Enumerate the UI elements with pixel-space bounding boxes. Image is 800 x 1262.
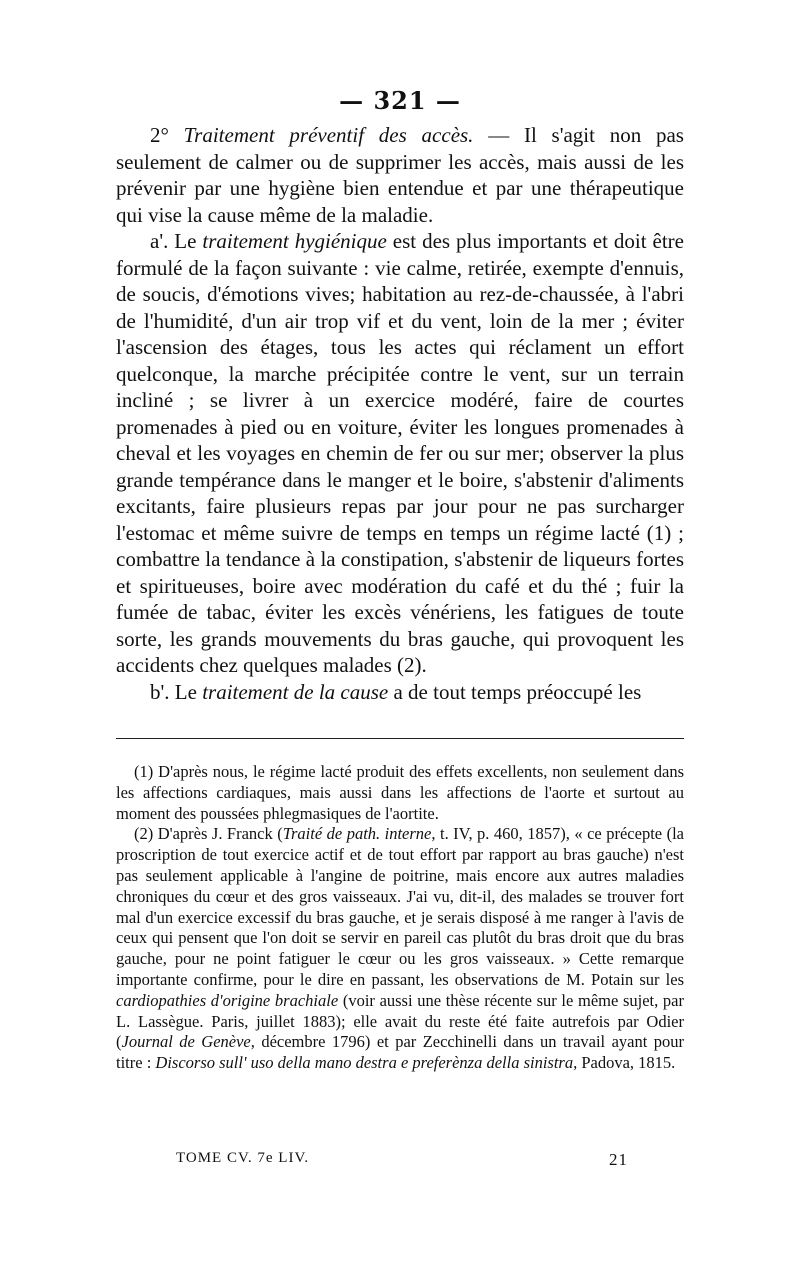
body-text — [116, 122, 684, 705]
paragraph-lead: 2° — [150, 123, 184, 147]
paragraph-lead: b'. Le — [150, 679, 203, 704]
footnote-text: (2) D'après J. Franck ( — [134, 824, 283, 844]
footnote-text: , décembre 1796) et par Zecchinelli dans un travail ayant pour titre : — [116, 1032, 684, 1073]
paragraph-hygienic-treatment — [116, 228, 684, 679]
footnote-text: (1) D'après nous, le régime lacté produit des effets excellents, non seulement dans les affections cardiaques, mais aussi dans les affections de l'aorte et surtout au moment des poussées phlegmasiques de l'aortite. — [116, 762, 684, 823]
footnote-italic-text: Journal de Genève — [121, 1032, 251, 1052]
footnote-text: (voir aussi une thèse récente sur le même sujet, par L. Lassègue. Paris, juillet 1883); elle avait du reste été faite autrefois par Odier ( — [116, 990, 685, 1052]
signature-line — [176, 1150, 628, 1167]
footnote-text: , Padova, 1815. — [573, 1053, 676, 1073]
paragraph-text: a de tout temps préoccupé les — [388, 679, 642, 704]
paragraph-title: traitement hygiénique — [202, 229, 387, 253]
paragraph-text: est des plus importants et doit être formulé de la façon suivante : vie calme, retirée, exempte d'ennuis, de soucis, d'émotions vives; habitation au rez-de-chaussée, à l'abri de l'humidité, d'un air trop vif et du vent, loin de la mer ; éviter l'ascension des étages, tous les actes qui réclament un effort quelconque, la marche précipitée contre le vent, sur un terrain incliné ; se livrer à un exercice modéré, faire de courtes promenades à pied ou en voiture, éviter les longues promenades à cheval et les voyages en chemin de fer ou sur mer; observer la plus grande tempérance dans le manger et le boire, s'abstenir d'aliments excitants, faire plusieurs repas par jour pour ne pas surcharger l'estomac et même suivre de temps en temps un régime lacté (1) ; combattre la tendance à la constipation, s'abstenir de liqueurs fortes et spiritueuses, boire avec modération du café et du thé ; fuir la fumée de tabac, éviter les excès vénériens, les fatigues de toute sorte, les grands mouvements du bras gauche, qui provoquent les accidents chez quelques malades (2). — [116, 229, 684, 677]
paragraph-text: — Il s'agit non pas seulement de calmer ou de supprimer les accès, mais aussi de les prévenir par une hygiène bien entendue et par une thérapeutique qui vise la cause même de la maladie. — [116, 123, 684, 227]
paragraph-title: traitement de la cause — [202, 679, 389, 704]
footnote-italic-text: cardiopathies d'origine brachiale — [116, 990, 339, 1010]
paragraph-title: Traitement préventif des accès. — [183, 123, 474, 147]
footnote-2 — [116, 824, 684, 1074]
footnote-italic-text: Discorso sull' uso della mano destra e preferènza della sinistra — [155, 1053, 574, 1073]
footnote-divider — [116, 738, 684, 739]
footnote-1 — [116, 762, 684, 824]
footnote-italic-text: Traité de path. interne — [282, 824, 432, 844]
paragraph-lead: a'. Le — [150, 229, 203, 253]
page-number: — 321 — — [339, 86, 461, 115]
paragraph-preventive-treatment — [116, 122, 684, 228]
volume-signature: TOME CV. 7e LIV. — [176, 1150, 310, 1166]
footnote-text: , t. IV, p. 460, 1857), « ce précepte (la proscription de tout exercice actif et de tout effort par rapport au bras gauche) n'est pas seulement applicable à l'angine de poitrine, mais encore aux autres maladies chroniques du cœur et des gros vaisseaux. J'ai vu, dit-il, des malades se trouver fort mal d'un exercice excessif du bras gauche, et je serais disposé à me ranger à l'avis de ceux qui pensent que l'on doit se servir en pareil cas plutôt du bras droit que du bras gauche, pour ne point fatiguer le cœur ou les gros vaisseaux. » Cette remarque importante confirme, pour le dire en passant, les observations de M. Potain sur les — [116, 824, 684, 989]
footnotes — [116, 762, 684, 1074]
sheet-signature: 21 — [609, 1150, 628, 1169]
paragraph-cause-treatment — [116, 679, 684, 706]
